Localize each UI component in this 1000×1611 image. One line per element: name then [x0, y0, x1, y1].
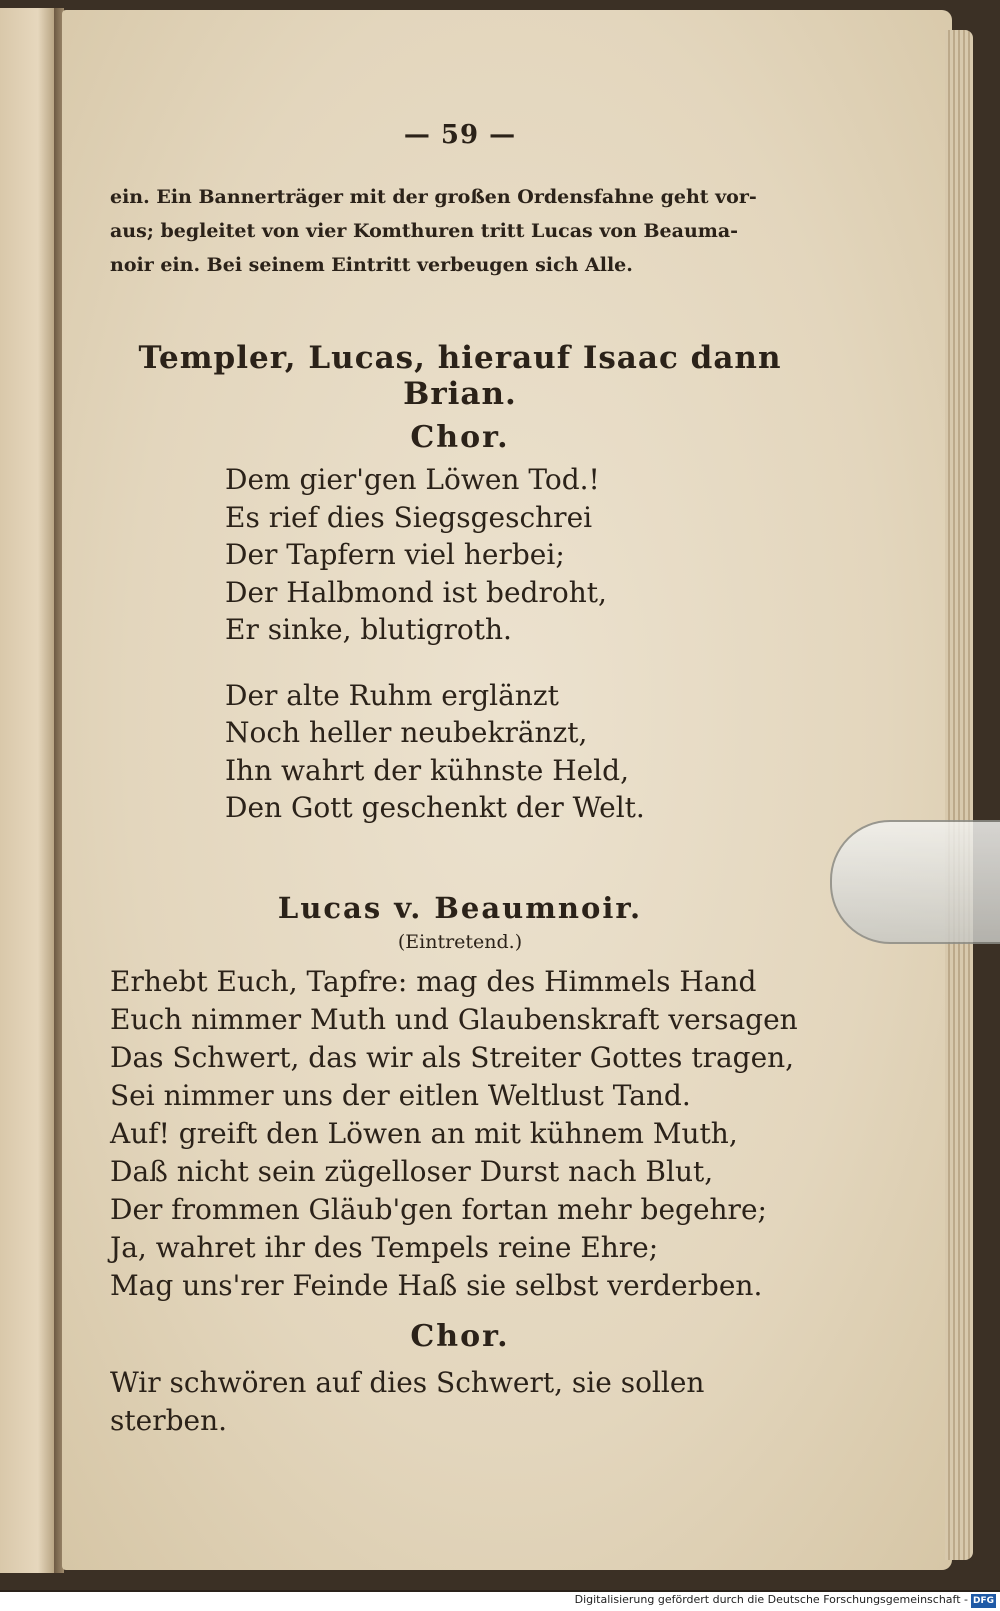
chor-heading: Chor.: [410, 420, 510, 455]
chor-heading: Chor.: [410, 1318, 510, 1354]
page-content: [110, 120, 810, 1440]
speech-line: Auf! greift den Löwen an mit kühnem Muth,: [110, 1116, 738, 1150]
speech-line: Ja, wahret ihr des Tempels reine Ehre;: [110, 1230, 659, 1264]
verse-line: Er sinke, blutigroth.: [225, 613, 512, 646]
left-page-edge: [0, 8, 56, 1573]
page-stack-edge: [945, 30, 973, 1560]
speech-line: Der frommen Gläub'gen fortan mehr begehre;: [110, 1192, 767, 1226]
verse-line: Der Tapfern viel herbei;: [225, 538, 565, 571]
verse-line: Der Halbmond ist bedroht,: [225, 575, 607, 609]
speech-line: Sei nimmer uns der eitlen Weltlust Tand.: [110, 1078, 691, 1112]
verse-line: Es rief dies Siegsgeschrei: [225, 500, 593, 534]
verse-line: Ihn wahrt der kühnste Held,: [225, 753, 629, 787]
speech-block: [110, 963, 810, 1305]
verse-stanza-2: [110, 677, 810, 827]
final-line: Wir schwören auf dies Schwert, sie sollen sterben.: [110, 1365, 705, 1437]
speech-line: Das Schwert, das wir als Streiter Gottes tragen,: [110, 1040, 795, 1074]
stage-direction: [110, 180, 810, 282]
speech-line: Erhebt Euch, Tapfre: mag des Himmels Hand: [110, 964, 757, 998]
footer-credit: Digitalisierung gefördert durch die Deutsche Forschungsgemeinschaft -: [574, 1593, 968, 1606]
speech-line: Daß nicht sein zügelloser Durst nach Blut,: [110, 1154, 714, 1188]
page-number: — 59 —: [403, 120, 517, 150]
stage-line: ein. Ein Bannerträger mit der großen Ordensfahne geht vor-: [110, 186, 757, 208]
speech-line: Mag uns'rer Feinde Haß sie selbst verderben.: [110, 1268, 763, 1302]
speaker-heading: Lucas v. Beaumnoir.: [277, 890, 643, 925]
verse-line: Dem gier'gen Löwen Tod.!: [225, 463, 600, 496]
speakers-line: Templer, Lucas, hierauf Isaac dann Brian.: [138, 340, 782, 412]
verse-stanza-1: [110, 461, 810, 649]
dfg-logo: DFG: [972, 1596, 994, 1606]
clip-tab: [830, 820, 1000, 944]
footer-bar: [0, 1592, 1000, 1611]
verse-line: Der alte Ruhm erglänzt: [225, 678, 559, 712]
verse-line: Den Gott geschenkt der Welt.: [225, 791, 645, 824]
verse-line: Noch heller neubekränzt,: [225, 716, 588, 749]
speech-line: Euch nimmer Muth und Glaubenskraft versagen: [110, 1002, 798, 1036]
stage-line: aus; begleitet von vier Komthuren tritt Lucas von Beauma-: [110, 220, 739, 242]
speaker-direction: (Eintretend.): [397, 930, 523, 953]
stage-line: noir ein. Bei seinem Eintritt verbeugen sich Alle.: [110, 254, 633, 276]
